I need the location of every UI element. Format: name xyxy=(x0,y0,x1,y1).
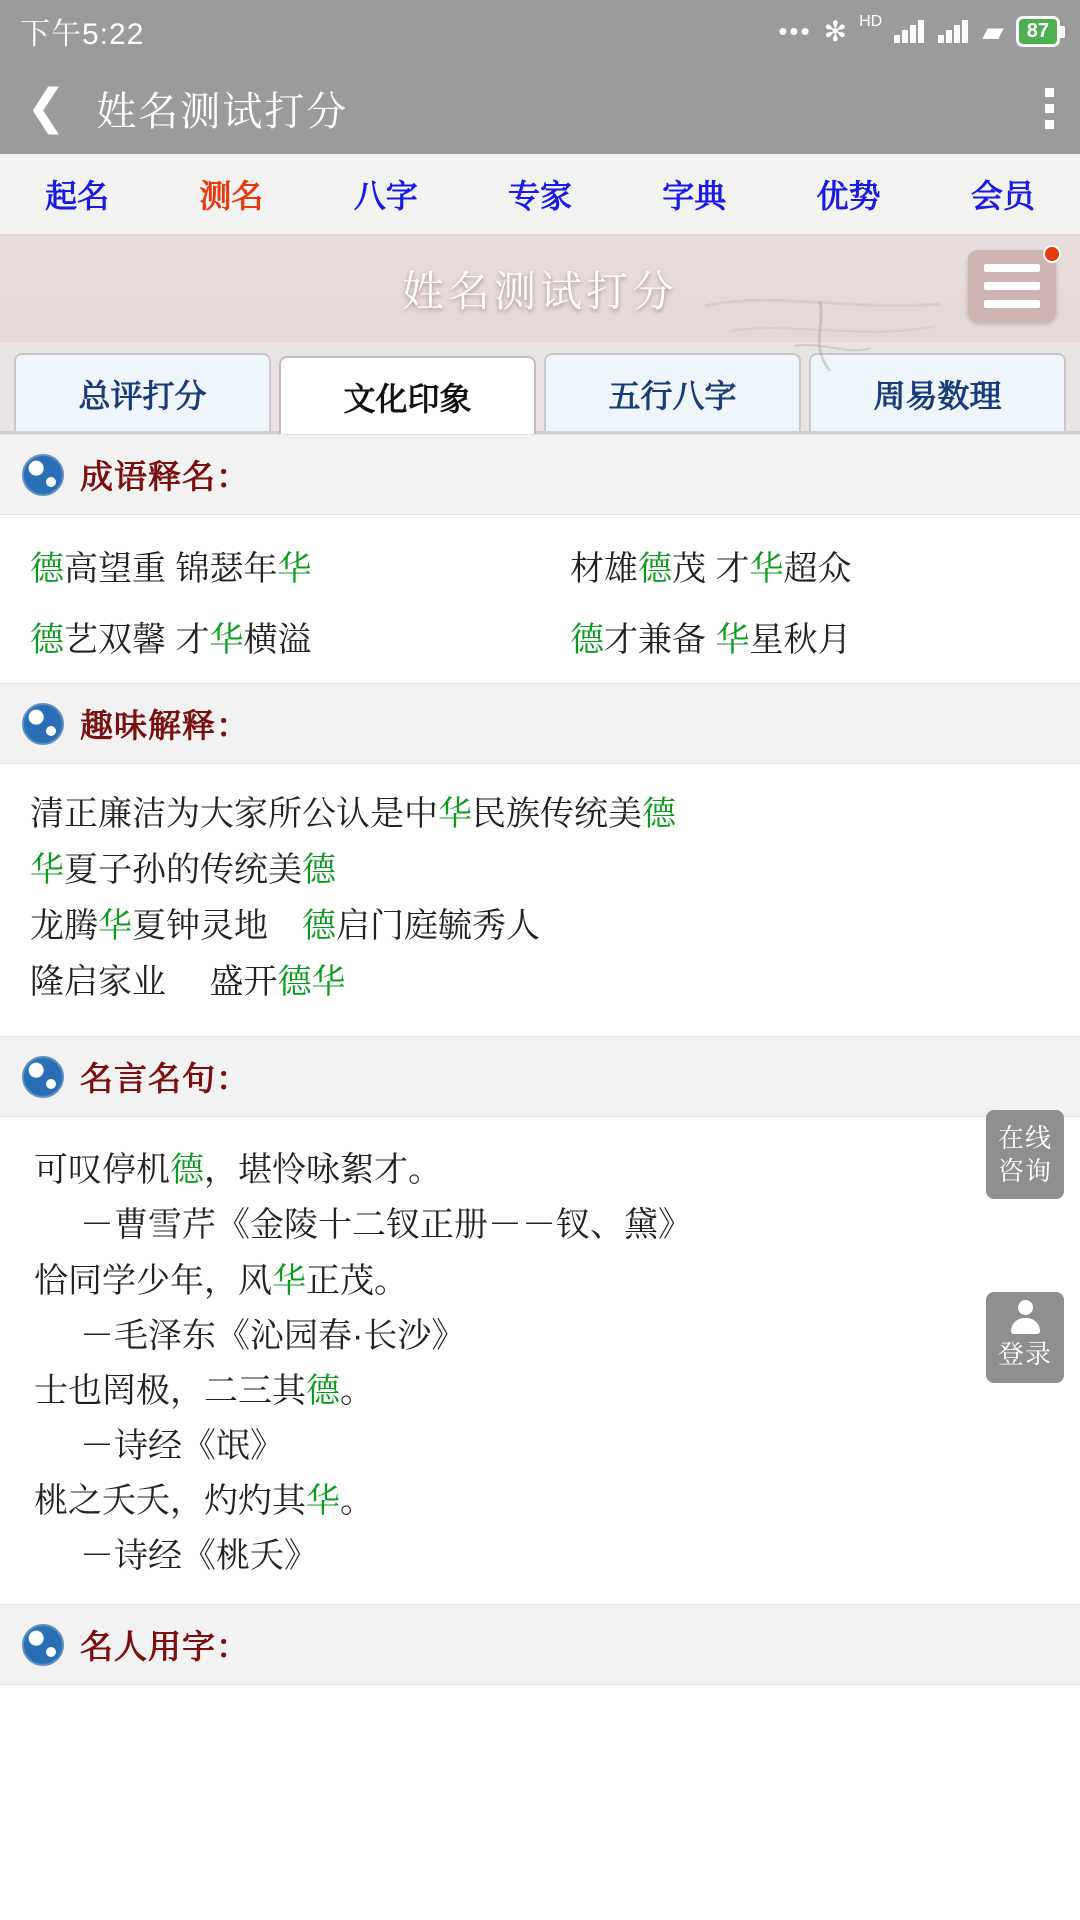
yinyang-icon xyxy=(22,1056,64,1098)
idiom-item-3: 德艺双馨 才华横溢 xyxy=(30,621,312,659)
section-title-quotes: 名言名句： xyxy=(80,1060,250,1098)
result-tabs xyxy=(0,342,1080,434)
notification-badge xyxy=(1043,245,1061,263)
idiom-item-1: 德高望重 锦瑟年华 xyxy=(30,550,312,588)
nav-item-ceming[interactable]: 测名 xyxy=(199,178,264,214)
quote-source-3: －诗经《氓》 xyxy=(80,1426,284,1465)
fun-explanation-list xyxy=(0,764,1080,1036)
quote-list xyxy=(0,1117,1080,1604)
quote-line-4: 桃之夭夭，灼灼其华。 xyxy=(34,1481,374,1520)
quote-source-1: －曹雪芹《金陵十二钗正册－－钗、黛》 xyxy=(80,1206,692,1245)
section-title-celebrity: 名人用字： xyxy=(80,1628,250,1665)
hamburger-menu-icon[interactable] xyxy=(968,250,1056,322)
nav-item-zhuanjia[interactable]: 专家 xyxy=(507,178,572,214)
back-chevron-icon[interactable]: ❮ xyxy=(26,81,67,134)
section-header-celebrity xyxy=(0,1604,1080,1685)
status-bar xyxy=(0,0,1080,62)
more-dots-icon: ••• xyxy=(778,15,812,46)
fun-line-4: 隆启家业 盛开德华 xyxy=(30,963,346,1002)
nav-item-qiming[interactable]: 起名 xyxy=(45,178,110,214)
login-label: 登录 xyxy=(997,1339,1052,1369)
quote-line-1: 可叹停机德，堪怜咏絮才。 xyxy=(34,1151,442,1190)
hd-label: HD xyxy=(859,13,883,30)
battery-indicator: 87 xyxy=(1016,16,1060,47)
content-area xyxy=(0,434,1080,1685)
fun-line-3: 龙腾华夏钟灵地 德启门庭毓秀人 xyxy=(30,907,540,946)
section-title-idioms: 成语释名： xyxy=(80,458,250,495)
login-button[interactable] xyxy=(986,1292,1064,1383)
section-header-idioms xyxy=(0,434,1080,515)
section-header-quotes xyxy=(0,1036,1080,1117)
page-title: 姓名测试打分 xyxy=(96,89,349,134)
wifi-icon: ▰ xyxy=(982,15,1004,47)
quote-line-3: 士也罔极，二三其德。 xyxy=(34,1371,374,1410)
fun-line-2: 华夏子孙的传统美德 xyxy=(30,851,336,890)
idiom-item-2: 材雄德茂 才华超众 xyxy=(570,550,852,588)
status-icons xyxy=(778,15,1060,48)
signal-bars-icon-2 xyxy=(938,20,970,43)
section-title-fun: 趣味解释： xyxy=(80,707,250,744)
app-bar xyxy=(0,62,1080,154)
quote-line-2: 恰同学少年，风华正茂。 xyxy=(34,1261,408,1300)
online-consult-label: 在线 咨询 xyxy=(997,1123,1052,1186)
idiom-item-4: 德才兼备 华星秋月 xyxy=(570,621,852,659)
quote-source-2: －毛泽东《沁园春·长沙》 xyxy=(80,1316,466,1355)
signal-bars-icon xyxy=(894,20,926,43)
nav-item-zidian[interactable]: 字典 xyxy=(662,178,727,214)
tab-zhouyi-shuli[interactable]: 周易数理 xyxy=(809,353,1066,431)
nav-item-huiyuan[interactable]: 会员 xyxy=(970,178,1035,214)
quote-source-4: －诗经《桃夭》 xyxy=(80,1536,318,1575)
main-nav xyxy=(0,154,1080,236)
status-time: 下午5:22 xyxy=(20,18,145,51)
person-icon xyxy=(1008,1300,1042,1334)
tab-wuxing-bazi[interactable]: 五行八字 xyxy=(544,353,801,431)
section-header-fun xyxy=(0,683,1080,764)
banner xyxy=(0,236,1080,342)
idiom-list xyxy=(0,515,1080,683)
tab-overall-score[interactable]: 总评打分 xyxy=(14,353,271,431)
online-consult-button[interactable] xyxy=(986,1110,1064,1199)
tab-cultural-impression[interactable]: 文化印象 xyxy=(279,356,536,434)
nav-item-youshi[interactable]: 优势 xyxy=(816,178,881,214)
yinyang-icon xyxy=(22,454,64,496)
nav-item-bazi[interactable]: 八字 xyxy=(353,178,418,214)
yinyang-icon xyxy=(22,703,64,745)
banner-title: 姓名测试打分 xyxy=(401,268,678,315)
fun-line-1: 清正廉洁为大家所公认是中华民族传统美德 xyxy=(30,795,676,833)
bluetooth-icon: ✻ xyxy=(823,15,848,47)
yinyang-icon xyxy=(22,1624,64,1666)
kebab-menu-icon[interactable] xyxy=(1045,88,1054,129)
